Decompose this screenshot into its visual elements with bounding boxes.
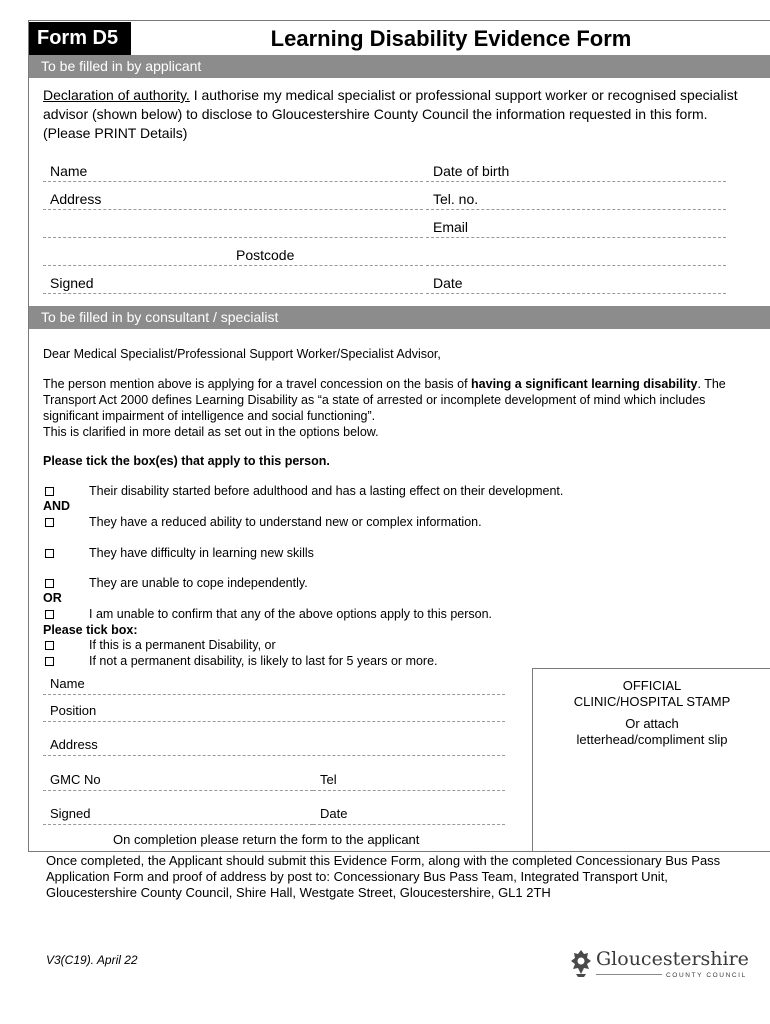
option-2-text: They have a reduced ability to understand new or complex information. (89, 515, 482, 529)
checkbox-nonpermanent[interactable] (45, 657, 54, 666)
letter-greeting: Dear Medical Specialist/Professional Support Worker/Specialist Advisor, (43, 347, 441, 361)
nonpermanent-text: If not a permanent disability, is likely to last for 5 years or more. (89, 654, 438, 668)
specialist-signed-field[interactable] (43, 805, 313, 825)
applicant-address-line2[interactable] (43, 218, 423, 238)
checkbox-permanent[interactable] (45, 641, 54, 650)
applicant-section-bar: To be filled in by applicant (29, 55, 770, 78)
specialist-position-field[interactable] (43, 702, 505, 722)
applicant-address-label: Address (50, 191, 102, 207)
council-logo (570, 944, 749, 984)
declaration-heading: Declaration of authority. (43, 87, 190, 103)
official-stamp-box[interactable] (532, 668, 770, 852)
checkbox-opt5[interactable] (45, 610, 54, 619)
applicant-name-field[interactable] (43, 162, 423, 182)
letter-para-bold: having a significant learning disability (471, 377, 698, 391)
and-connector: AND (43, 499, 71, 513)
declaration-of-authority (43, 86, 753, 143)
applicant-tel-field[interactable] (426, 190, 726, 210)
letter-para-end: . The Transport Act 2000 defines Learning Disability as “a state of arrested or incomplete development of mind which includes significant impairment of intelligence and social functioning”. (43, 377, 726, 423)
option-1-text: Their disability started before adulthood and has a lasting effect on their development. (89, 484, 564, 498)
option-5-text: I am unable to confirm that any of the above options apply to this person. (89, 607, 493, 621)
specialist-position-label: Position (50, 703, 97, 718)
specialist-tel-field[interactable] (313, 771, 505, 791)
logo-rule (596, 974, 662, 975)
please-tick-box-label: Please tick box: (43, 623, 138, 637)
applicant-postcode-label: Postcode (236, 247, 295, 263)
applicant-extra-line[interactable] (426, 246, 726, 266)
form-number-badge: Form D5 (29, 22, 131, 55)
applicant-tel-label: Tel. no. (433, 191, 479, 207)
stamp-line-official: OFFICIAL (622, 678, 682, 693)
gmc-number-field[interactable] (43, 771, 313, 791)
applicant-address-field[interactable] (43, 190, 423, 210)
applicant-email-label: Email (433, 219, 469, 235)
tick-options (43, 484, 743, 674)
specialist-section-bar: To be filled in by consultant / specialist (29, 306, 770, 329)
specialist-date-field[interactable] (313, 805, 505, 825)
applicant-dob-field[interactable] (426, 162, 726, 182)
form-title: Learning Disability Evidence Form (270, 26, 632, 51)
council-crest-icon (570, 948, 592, 978)
applicant-date-label: Date (433, 275, 463, 291)
completion-instruction: On completion please return the form to the applicant (113, 832, 420, 847)
checkbox-opt1[interactable] (45, 487, 54, 496)
tick-instruction: Please tick the box(es) that apply to this person. (43, 454, 330, 468)
specialist-tel-label: Tel (320, 772, 337, 787)
stamp-line-letterhead: letterhead/compliment slip (576, 732, 728, 747)
letter-para-clarify: This is clarified in more detail as set out in the options below. (43, 425, 379, 439)
or-connector: OR (43, 591, 62, 605)
applicant-email-field[interactable] (426, 218, 726, 238)
letter-paragraph (43, 376, 743, 440)
submission-instructions: Once completed, the Applicant should submit this Evidence Form, along with the completed Concessionary Bus Pass Application Form and proof of address by post to: Concessionary Bus Pass Team, Integrated Transport Unit, Gloucestershire County Council, Shire Hall, Westgate Street, Gloucestershire, GL1 2TH (46, 853, 721, 900)
declaration-text: I authorise my medical specialist or professional support worker or recognised specialist advisor (shown below) to disclose to Gloucestershire County Council the information requested in this form. (Please PRINT Details) (43, 87, 738, 141)
stamp-line-or-attach: Or attach (625, 716, 679, 731)
specialist-date-label: Date (320, 806, 348, 821)
version-label: V3(C19). April 22 (46, 953, 138, 967)
applicant-name-label: Name (50, 163, 88, 179)
logo-subtitle: COUNTY COUNCIL (666, 972, 747, 979)
specialist-name-field[interactable] (43, 675, 505, 695)
checkbox-opt2[interactable] (45, 518, 54, 527)
logo-name: Gloucestershire (596, 948, 749, 970)
option-3-text: They have difficulty in learning new skills (89, 546, 314, 560)
option-4-text: They are unable to cope independently. (89, 576, 308, 590)
applicant-dob-label: Date of birth (433, 163, 510, 179)
applicant-postcode-field[interactable] (43, 246, 423, 266)
stamp-line-clinic: CLINIC/HOSPITAL STAMP (573, 694, 731, 709)
applicant-signed-field[interactable] (43, 274, 423, 294)
specialist-address-field[interactable] (43, 736, 505, 756)
applicant-signed-label: Signed (50, 275, 94, 291)
permanent-text: If this is a permanent Disability, or (89, 638, 276, 652)
checkbox-opt3[interactable] (45, 549, 54, 558)
specialist-signed-label: Signed (50, 806, 91, 821)
checkbox-opt4[interactable] (45, 579, 54, 588)
specialist-address-label: Address (50, 737, 98, 752)
letter-para-start: The person mention above is applying for a travel concession on the basis of (43, 377, 472, 391)
specialist-name-label: Name (50, 676, 85, 691)
applicant-date-field[interactable] (426, 274, 726, 294)
gmc-number-label: GMC No (50, 772, 101, 787)
